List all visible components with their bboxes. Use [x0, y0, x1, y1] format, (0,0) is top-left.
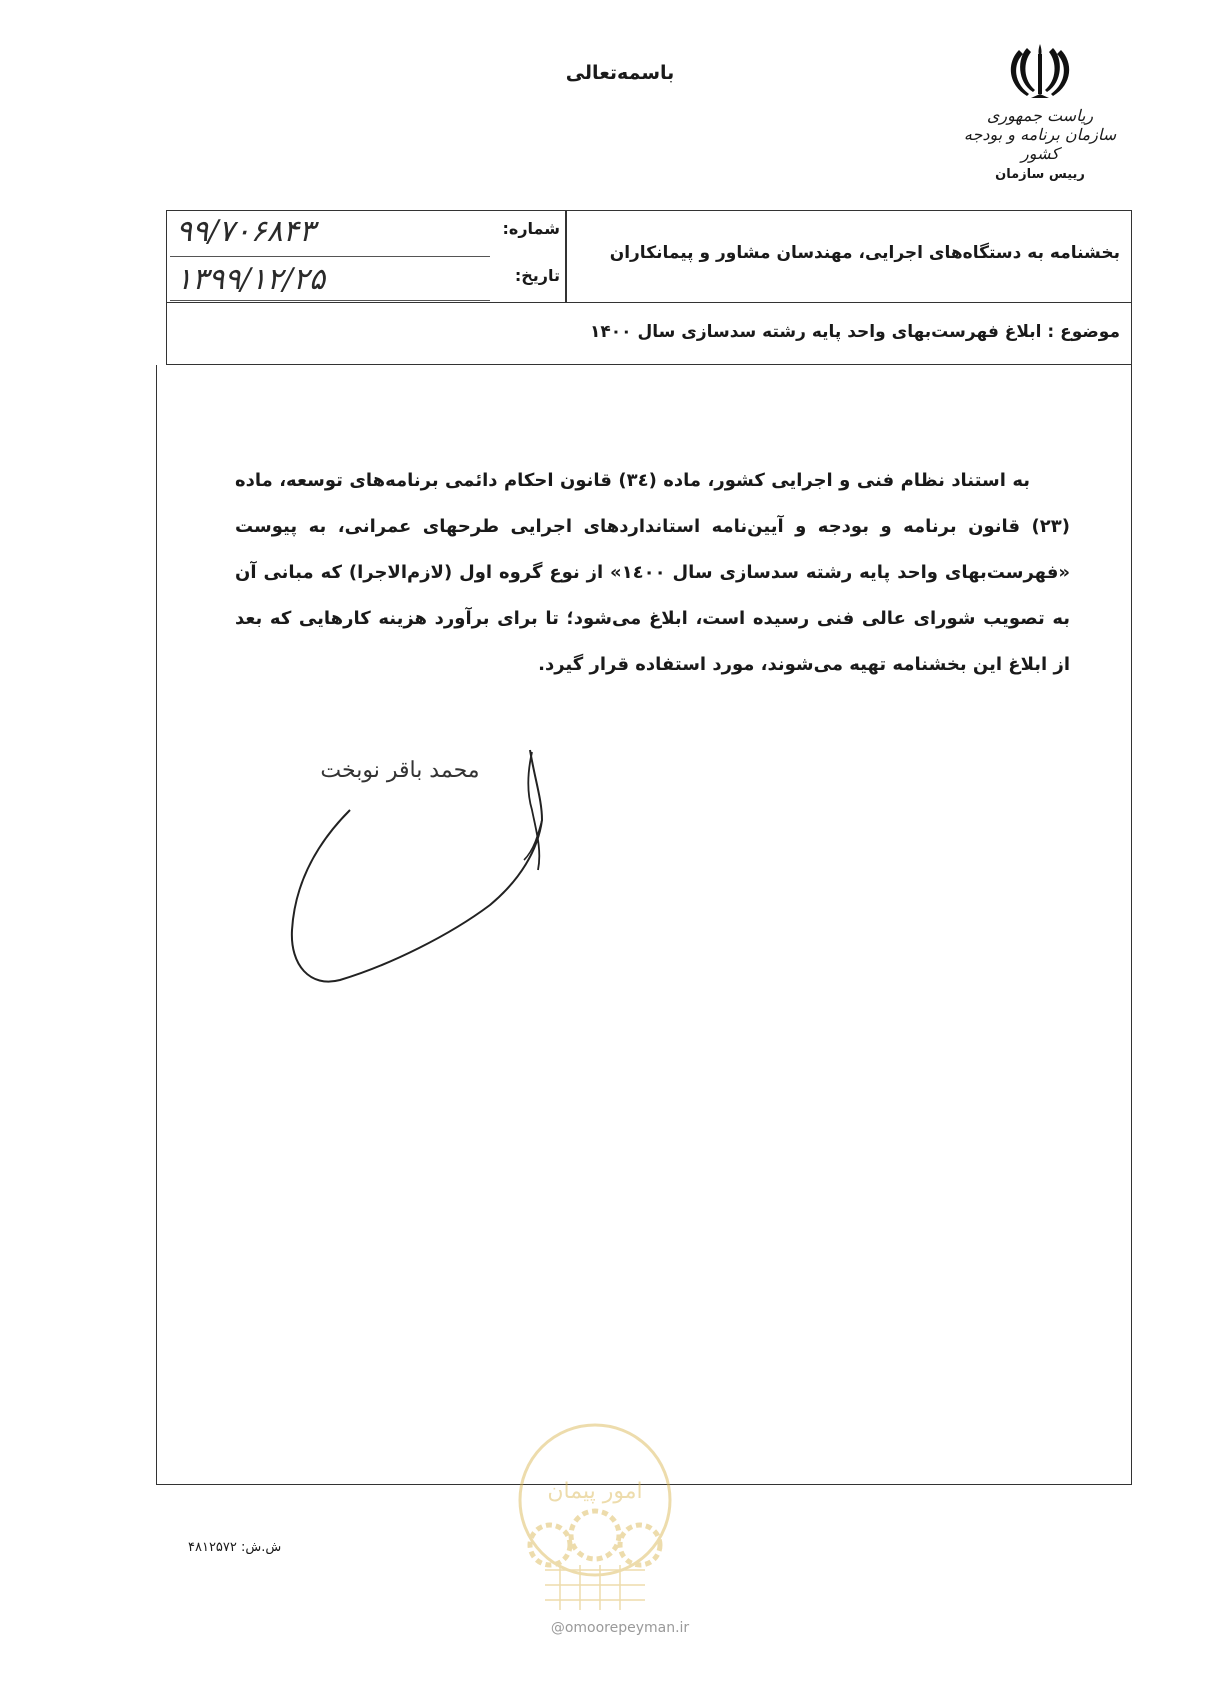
watermark-logo-icon — [505, 1420, 685, 1620]
date-label: تاریخ: — [514, 266, 560, 285]
serial-number: ش.ش: ۴۸۱۲۵۷۲ — [188, 1540, 282, 1555]
number-underline — [170, 256, 490, 257]
organization-header — [950, 40, 1130, 210]
body-text: به استناد نظام فنی و اجرایی کشور، ماده (۳٤) قانون احکام دائمی برنامه‌های توسعه، ماده (۲۳) قانون برنامه و بودجه و آیین‌نامه استانداردهای اجرایی طرحهای عمرانی، به پیوست «فهرست‌بهای واحد پایه رشته سدسازی سال ۱٤۰۰» از نوع گروه اول (لازم‌الاجرا) که مبانی آن به تصویب شورای عالی فنی رسیده است، ابلاغ می‌شود؛ تا برای برآورد هزینه کارهایی که بعد از ابلاغ این بخشنامه تهیه می‌شوند، مورد استفاده قرار گیرد. — [235, 470, 1070, 675]
signer-name: محمد باقر نوبخت — [320, 758, 480, 783]
org-line-head: رییس سازمان — [995, 167, 1085, 182]
bismillah-heading: باسمه‌تعالی — [565, 62, 675, 84]
number-label: شماره: — [502, 219, 560, 238]
header-divider — [565, 210, 567, 303]
date-value: ۱۳۹۹/۱۲/۲۵ — [176, 262, 326, 297]
org-line-organization: سازمان برنامه و بودجه کشور — [963, 125, 1117, 163]
watermark-logo-text: امور پیمان — [547, 1479, 643, 1504]
subject-line: موضوع : ابلاغ فهرست‌بهای واحد پایه رشته سدسازی سال ۱۴۰۰ — [590, 322, 1120, 342]
watermark-url: @omoorepeyman.ir — [550, 1620, 690, 1636]
body-paragraph — [235, 458, 1070, 688]
iran-emblem-icon — [1005, 40, 1075, 102]
org-line-presidency: ریاست جمهوری — [986, 106, 1094, 125]
addressee: بخشنامه به دستگاه‌های اجرایی، مهندسان مشاور و پیمانکاران — [609, 243, 1120, 263]
number-value: ۹۹/۷۰۶۸۴۳ — [176, 214, 316, 249]
date-underline — [170, 300, 490, 301]
signature-icon — [280, 740, 560, 1000]
